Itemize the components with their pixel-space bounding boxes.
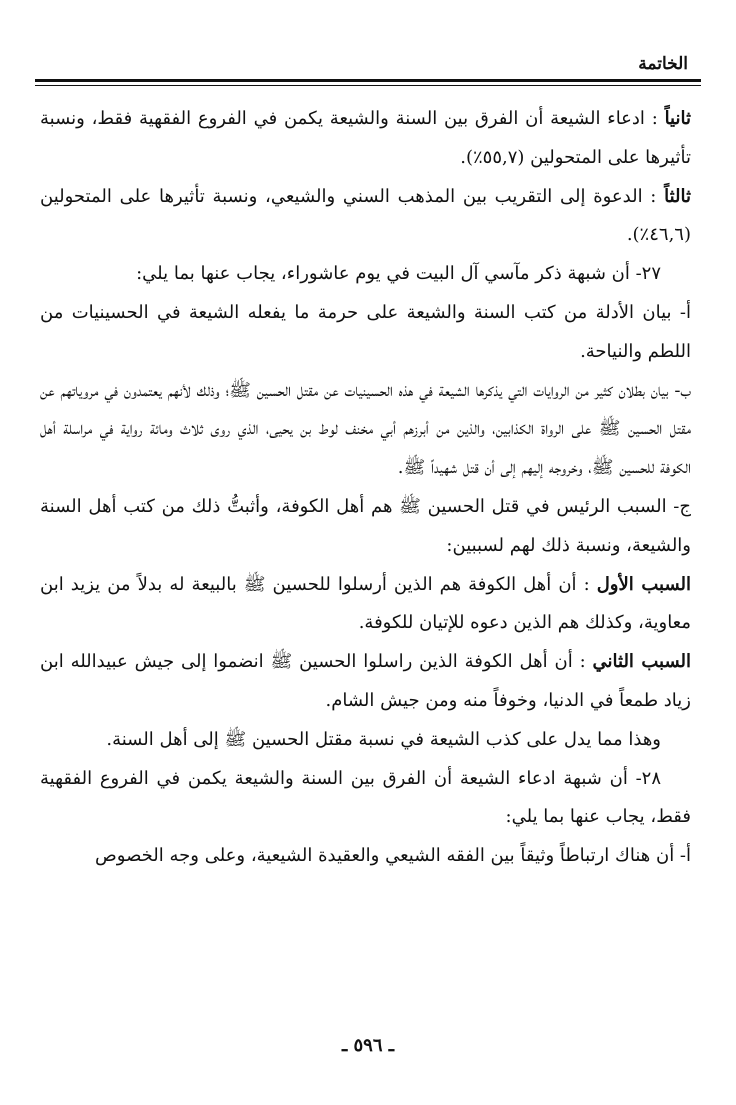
header-rule-thin <box>35 85 701 86</box>
paragraph-text: : الدعوة إلى التقريب بين المذهب السني والشيعي، ونسبة تأثيرها على المتحولين (٤٦,٦٪). <box>40 185 691 246</box>
paragraph-text: وهذا مما يدل على كذب الشيعة في نسبة مقتل الحسين ﷺ إلى أهل السنة. <box>106 728 661 750</box>
paragraph-text: ب- بيان بطلان كثير من الروايات التي يذكرها الشيعة في هذه الحسينيات عن مقتل الحسين ﷺ؛ وذلك لأنهم يعتمدون في مروياتهم عن مقتل الحسين ﷺ على الرواة الكذابين، والذين من أبرزهم أبي مخنف لوط بن يحيى، الذي روى ثلاث ومائة رواية في مراسلة أهل الكوفة للحسين ﷺ، وخروجه إليهم إلى أن قتل شهيداً ﷺ. <box>40 379 691 479</box>
paragraph-lead: ثالثاً <box>664 185 691 207</box>
paragraph-item-b <box>40 372 691 488</box>
paragraph-item-28-a <box>40 837 691 876</box>
paragraph-lead: ثانياً <box>664 108 691 129</box>
paragraph-thalithan <box>40 178 691 256</box>
page-number: ـ ٥٩٦ ـ <box>341 1035 395 1056</box>
paragraph-lead: السبب الثاني <box>592 651 691 673</box>
paragraph-lead: السبب الأول <box>596 573 691 595</box>
paragraph-text: : ادعاء الشيعة أن الفرق بين السنة والشيعة يكمن في الفروع الفقهية فقط، ونسبة تأثيرها على المتحولين (٥٥,٧٪). <box>40 108 691 168</box>
paragraph-item-a <box>40 294 691 372</box>
paragraph-item-c <box>40 488 691 566</box>
paragraph-text: أ- أن هناك ارتباطاً وثيقاً بين الفقه الشيعي والعقيدة الشيعية، وعلى وجه الخصوص <box>95 845 691 867</box>
paragraph-text: أ- بيان الأدلة من كتب السنة والشيعة على حرمة ما يفعله الشيعة في الحسينيات من اللطم والنياحة. <box>40 301 691 362</box>
paragraph-thaniyan <box>40 100 691 178</box>
paragraph-item-28 <box>40 760 691 838</box>
running-header-title: الخاتمة <box>638 54 688 74</box>
paragraph-item-27 <box>40 255 691 294</box>
paragraph-second-reason <box>40 643 691 721</box>
paragraph-text: ٢٧- أن شبهة ذكر مآسي آل البيت في يوم عاشوراء، يجاب عنها بما يلي: <box>136 263 661 285</box>
paragraph-text: : أن أهل الكوفة الذين راسلوا الحسين ﷺ انضموا إلى جيش عبيدالله ابن زياد طمعاً في الدنيا، وخوفاً منه ومن جيش الشام. <box>40 651 691 711</box>
paragraph-text: : أن أهل الكوفة هم الذين أرسلوا للحسين ﷺ بالبيعة له بدلاً من يزيد ابن معاوية، وكذلك هم الذين دعوه للإتيان للكوفة. <box>40 573 691 634</box>
header-rule-thick <box>35 79 701 82</box>
paragraph-text: ٢٨- أن شبهة ادعاء الشيعة أن الفرق بين السنة والشيعة يكمن في الفروع الفقهية فقط، يجاب عنها بما يلي: <box>40 767 691 828</box>
paragraph-conclusion <box>40 721 691 760</box>
body-text <box>40 100 691 876</box>
paragraph-first-reason <box>40 566 691 644</box>
paragraph-text: ج- السبب الرئيس في قتل الحسين ﷺ هم أهل الكوفة، وأثبتُّ ذلك من كتب أهل السنة والشيعة، ونسبة ذلك لهم لسببين: <box>40 495 691 556</box>
